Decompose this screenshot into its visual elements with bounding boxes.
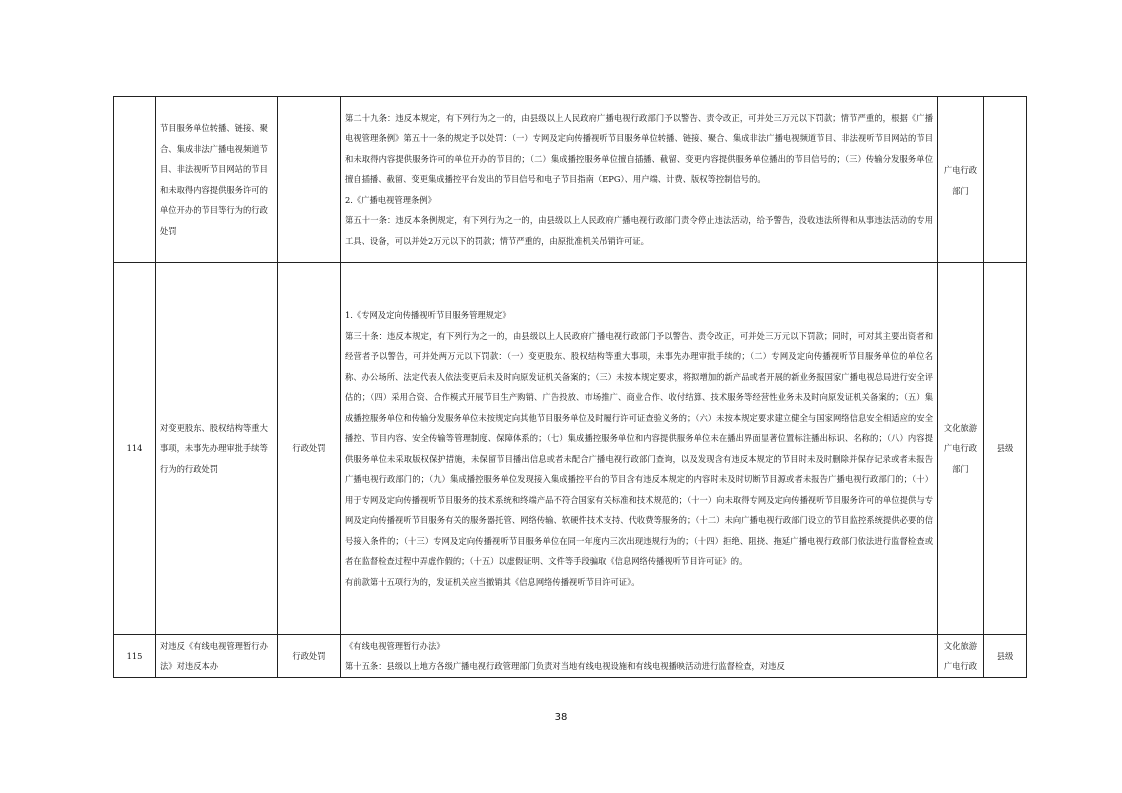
legal-basis: [341, 263, 938, 635]
table-row: [114, 635, 1027, 678]
level: [984, 97, 1027, 263]
basis-paragraph: 第十五条：县级以上地方各级广播电视行政管理部门负责对当地有线电视设施和有线电视播映活动进行监督检查，对违反: [345, 661, 785, 671]
item-name: 节目服务单位转播、链接、聚合、集成非法广播电视频道节目、非法视听节目网站的节目和未取得内容提供服务许可的单位开办的节目等行为的行政处罚: [156, 97, 278, 263]
item-type: [278, 97, 341, 263]
row-number: 114: [114, 263, 156, 635]
department: 文化旅游广电行政部门: [938, 263, 984, 635]
level: 县级: [984, 263, 1027, 635]
basis-paragraph: 第五十一条：违反本条例规定，有下列行为之一的，由县级以上人民政府广播电视行政部门责令停止违法活动，给予警告，没收违法所得和从事违法活动的专用工具、设备，可以并处2万元以下的罚款；情节严重的，由原批准机关吊销许可证。: [345, 215, 933, 246]
basis-paragraph: 《有线电视管理暂行办法》: [345, 640, 445, 651]
item-type: 行政处罚: [278, 635, 341, 678]
basis-paragraph: 2.《广播电视管理条例》: [345, 194, 436, 205]
row-number: [114, 97, 156, 263]
regulation-table: [113, 96, 1027, 678]
legal-basis: [341, 635, 938, 678]
legal-basis: [341, 97, 938, 263]
page-number: 38: [554, 712, 568, 723]
basis-paragraph: 有前款第十五项行为的，发证机关应当撤销其《信息网络传播视听节目许可证》。: [345, 576, 640, 587]
table-row: [114, 97, 1027, 263]
department: 文化旅游广电行政: [938, 635, 984, 678]
row-number: 115: [114, 635, 156, 678]
item-name: 对变更股东、股权结构等重大事项，未事先办理审批手续等行为的行政处罚: [156, 263, 278, 635]
item-type: 行政处罚: [278, 263, 341, 635]
basis-paragraph: 第三十条：违反本规定，有下列行为之一的，由县级以上人民政府广播电视行政部门予以警告、责令改正，可并处三万元以下罚款；同时，可对其主要出资者和经营者予以警告，可并处两万元以下罚款：（一）变更股东、股权结构等重大事项，未事先办理审批手续的；（二）专网及定向传播视听节目服务单位的单位名称、办公场所、法定代表人依法变更后未及时向原发证机关备案的；（三）未按本规定要求，将拟增加的新产品或者开展的新业务报国家广播电视总局进行安全评估的；（四）采用合资、合作模式开展节目生产购销、广告投放、市场推广、商业合作、收付结算、技术服务等经营性业务未及时向原发证机关备案的；（五）集成播控服务单位和传输分发服务单位未按规定向其他节目服务单位及时履行许可证查验义务的；（六）未按本规定要求建立健全与国家网络信息安全相适应的安全播控、节目内容、安全传输等管理制度、保障体系的；（七）集成播控服务单位和内容提供服务单位未在播出界面显著位置标注播出标识、名称的；（八）内容提供服务单位未采取版权保护措施，未保留节目播出信息或者未配合广播电视行政部门查询，以及发现含有违反本规定的节目时未及时删除并保存记录或者未报告广播电视行政部门的；（九）集成播控服务单位发现接入集成播控平台的节目含有违反本规定的内容时未及时切断节目源或者未报告广播电视行政部门的；（十）用于专网及定向传播视听节目服务的技术系统和终端产品不符合国家有关标准和技术规范的；（十一）向未取得专网及定向传播视听节目服务许可的单位提供与专网及定向传播视听节目服务有关的服务器托管、网络传输、软硬件技术支持、代收费等服务的；（十二）未向广播电视行政部门设立的节目监控系统提供必要的信号接入条件的；（十三）专网及定向传播视听节目服务单位在同一年度内三次出现违规行为的；（十四）拒绝、阻挠、拖延广播电视行政部门依法进行监督检查或者在监督检查过程中弄虚作假的；（十五）以虚假证明、文件等手段骗取《信息网络传播视听节目许可证》的。: [345, 330, 933, 566]
department: 广电行政部门: [938, 97, 984, 263]
table-row: [114, 263, 1027, 635]
basis-paragraph: 1.《专网及定向传播视听节目服务管理规定》: [345, 310, 511, 320]
basis-paragraph: 第二十九条：违反本规定，有下列行为之一的，由县级以上人民政府广播电视行政部门予以警告、责令改正，可并处三万元以下罚款；情节严重的，根据《广播电视管理条例》第五十一条的规定予以处罚：（一）专网及定向传播视听节目服务单位转播、链接、聚合、集成非法广播电视频道节目、非法视听节目网站的节目和未取得内容提供服务许可的单位开办的节目的；（二）集成播控服务单位擅自插播、截留、变更内容提供服务单位播出的节目信号的；（三）传输分发服务单位擅自插播、截留、变更集成播控平台发出的节目信号和电子节目指南（EPG）、用户端、计费、版权等控制信号的。: [345, 112, 933, 185]
item-name: 对违反《有线电视管理暂行办法》对违反本办: [156, 635, 278, 678]
level: 县级: [984, 635, 1027, 678]
